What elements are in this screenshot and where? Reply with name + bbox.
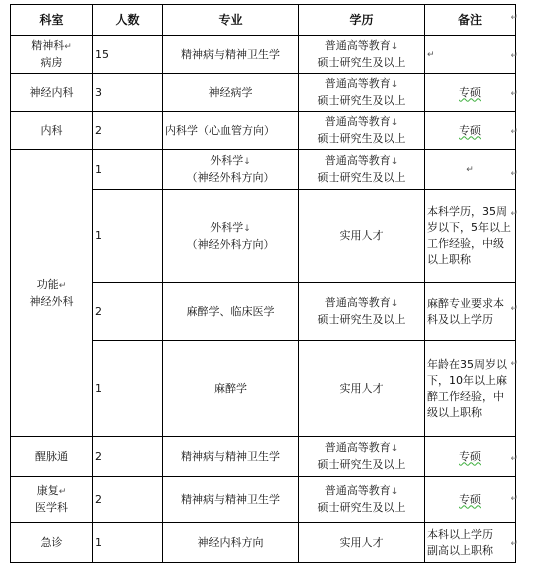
note-text: 专硕 <box>459 492 481 506</box>
row-end-mark: ↵ <box>510 13 518 23</box>
cell-major: 麻醉学 <box>163 341 299 437</box>
row-end-mark: ↵ <box>510 494 518 504</box>
note-line-2: 副高以上职称 <box>427 543 493 557</box>
education-line-2: 硕士研究生及以上 <box>317 132 406 145</box>
cell-education <box>299 112 425 150</box>
department-line-2: 病房 <box>40 56 63 69</box>
cell-count: 2 <box>93 437 163 477</box>
note-text: 专硕 <box>459 449 481 463</box>
cell-count: 2 <box>93 477 163 523</box>
cell-major: 神经病学 <box>163 74 299 112</box>
department-line-1: 康复↵ <box>36 484 67 497</box>
header-count: 人数 <box>93 5 163 36</box>
table-row <box>11 36 516 74</box>
row-end-mark: ↵ <box>510 51 518 61</box>
cell-department: 醒脉通 <box>11 437 93 477</box>
cell-count: 3 <box>93 74 163 112</box>
department-line-2: 神经外科 <box>29 294 74 308</box>
recruitment-table <box>10 4 516 563</box>
major-line-2: （神经外科方向） <box>186 171 275 184</box>
department-line-1: 功能↵ <box>36 277 67 291</box>
major-line-1: 外科学↓ <box>210 220 251 234</box>
cell-major: 精神病与精神卫生学 <box>163 36 299 74</box>
cell-department <box>11 477 93 523</box>
cell-education: 实用人才 <box>299 190 425 283</box>
cell-count: 15 <box>93 36 163 74</box>
education-line-1: 普通高等教育↓ <box>324 441 399 454</box>
header-major: 专业 <box>163 5 299 36</box>
education-line-2: 硕士研究生及以上 <box>317 501 406 514</box>
row-end-mark: ↵ <box>510 539 518 549</box>
header-notes: 备注 <box>425 5 516 36</box>
education-line-1: 普通高等教育↓ <box>324 115 399 128</box>
cell-note <box>425 74 516 112</box>
cell-note: ↵ <box>425 150 516 190</box>
cell-note: 麻醉专业要求本科及以上学历 <box>425 283 516 341</box>
cell-education <box>299 150 425 190</box>
table-row <box>11 150 516 190</box>
education-line-1: 普通高等教育↓ <box>324 77 399 90</box>
cell-count: 2 <box>93 283 163 341</box>
row-end-mark: ↵ <box>510 304 518 314</box>
cell-department <box>11 150 93 437</box>
cell-major: 精神病与精神卫生学 <box>163 437 299 477</box>
education-line-2: 硕士研究生及以上 <box>317 171 406 184</box>
education-line-2: 硕士研究生及以上 <box>317 94 406 107</box>
education-line-2: 硕士研究生及以上 <box>317 313 406 326</box>
cell-note <box>425 523 516 563</box>
row-end-mark: ↵ <box>510 359 518 369</box>
department-line-1: 精神科↵ <box>31 39 72 52</box>
table-row <box>11 74 516 112</box>
row-end-mark: ↵ <box>510 127 518 137</box>
cell-note <box>425 477 516 523</box>
cell-education: 实用人才 <box>299 341 425 437</box>
major-line-2: （神经外科方向） <box>186 237 275 251</box>
cell-education <box>299 437 425 477</box>
education-line-2: 硕士研究生及以上 <box>317 458 406 471</box>
cell-count: 1 <box>93 190 163 283</box>
education-line-2: 硕士研究生及以上 <box>317 56 406 69</box>
education-line-1: 普通高等教育↓ <box>324 154 399 167</box>
row-end-mark: ↵ <box>510 209 518 219</box>
education-line-1: 普通高等教育↓ <box>324 39 399 52</box>
table-header-row <box>11 5 516 36</box>
cell-major <box>163 190 299 283</box>
header-education: 学历 <box>299 5 425 36</box>
cell-department: 神经内科 <box>11 74 93 112</box>
cell-major: 神经内科方向 <box>163 523 299 563</box>
cell-major: 精神病与精神卫生学 <box>163 477 299 523</box>
cell-count: 1 <box>93 341 163 437</box>
table-row <box>11 477 516 523</box>
table-row <box>11 523 516 563</box>
cell-department: 内科 <box>11 112 93 150</box>
cell-note: 本科学历，35周岁以下，5年以上工作经验，中级以上职称 <box>425 190 516 283</box>
note-line-1: 本科以上学历 <box>427 527 493 541</box>
major-line-1: 外科学↓ <box>210 154 251 167</box>
cell-education <box>299 477 425 523</box>
cell-department: 急诊 <box>11 523 93 563</box>
cell-count: 1 <box>93 523 163 563</box>
cell-note <box>425 437 516 477</box>
table-row <box>11 437 516 477</box>
cell-note: 年龄在35周岁以下，10年以上麻醉工作经验，中级以上职称 <box>425 341 516 437</box>
cell-major: 内科学（心血管方向） <box>163 112 299 150</box>
note-text: 专硕 <box>459 123 481 137</box>
cell-major: 麻醉学、临床医学 <box>163 283 299 341</box>
header-department: 科室 <box>11 5 93 36</box>
cell-education: 实用人才 <box>299 523 425 563</box>
education-line-1: 普通高等教育↓ <box>324 484 399 497</box>
cell-note: ↵ <box>425 36 516 74</box>
cell-note <box>425 112 516 150</box>
cell-count: 1 <box>93 150 163 190</box>
cell-department <box>11 36 93 74</box>
row-end-mark: ↵ <box>510 454 518 464</box>
row-end-mark: ↵ <box>510 89 518 99</box>
cell-count: 2 <box>93 112 163 150</box>
note-text: 专硕 <box>459 85 481 99</box>
cell-education <box>299 283 425 341</box>
cell-major <box>163 150 299 190</box>
table-row <box>11 112 516 150</box>
cell-education <box>299 36 425 74</box>
cell-education <box>299 74 425 112</box>
education-line-1: 普通高等教育↓ <box>324 296 399 309</box>
department-line-2: 医学科 <box>35 501 68 514</box>
row-end-mark: ↵ <box>510 169 518 179</box>
